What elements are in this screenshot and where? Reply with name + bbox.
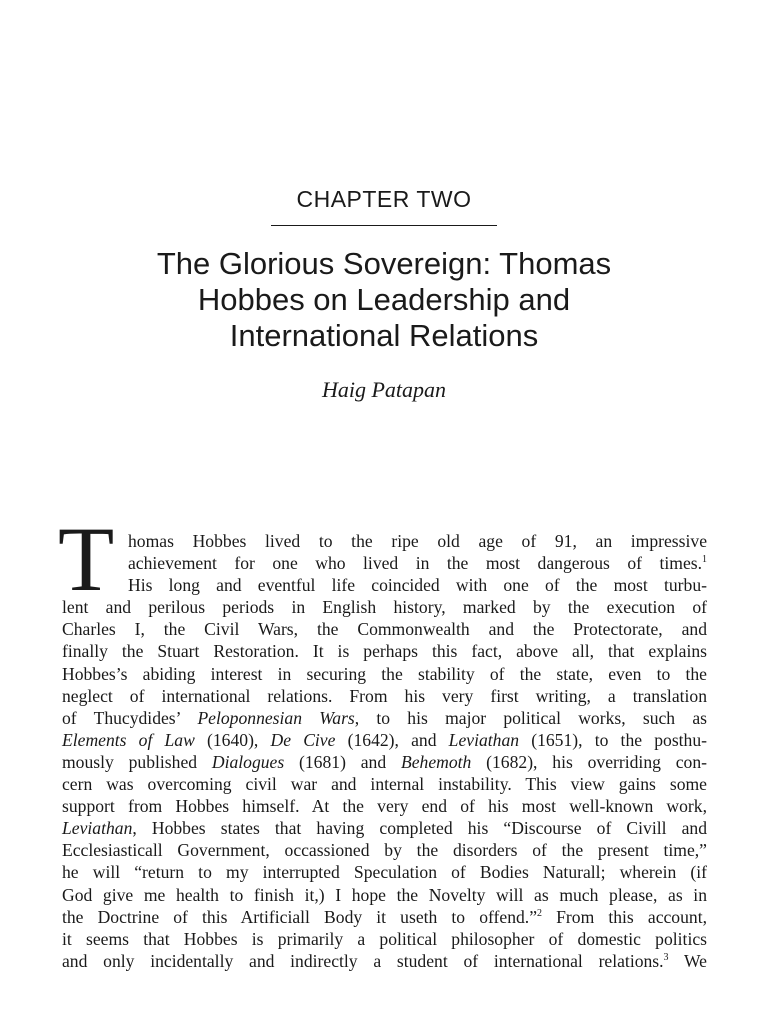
footnote-marker: 1 [702, 554, 707, 566]
body-line [62, 618, 707, 640]
footnote-marker: 3 [663, 951, 669, 963]
text-run: Ecclesiasticall Government, occassioned by the disorders of the present time,” [62, 840, 707, 861]
body-line [62, 663, 707, 685]
text-run: His long and eventful life coincided with one of the most turbu- [128, 575, 707, 596]
text-run: of Thucydides’ [62, 707, 198, 728]
text-run: finally the Stuart Restoration. It is perhaps this fact, above all, that explains [62, 641, 707, 662]
text-run: From this account, [542, 906, 707, 927]
body-line [128, 574, 707, 596]
text-run: (1642), and [335, 729, 449, 750]
text-run: We [668, 950, 707, 971]
chapter-title-line: Hobbes on Leadership and [197, 282, 571, 317]
body-line [62, 729, 707, 751]
chapter-title-line: International Relations [229, 318, 539, 353]
text-run: (1651), to the posthu- [519, 729, 708, 750]
text-run: (1640), [194, 729, 271, 750]
text-run: the Doctrine of this Artificiall Body it useth to offend.” [62, 906, 538, 927]
author-name: Haig Patapan [321, 377, 447, 402]
body-line [62, 795, 707, 817]
body-line [128, 530, 707, 552]
body-line [62, 839, 707, 861]
chapter-rule [271, 225, 497, 226]
footnote-marker: 2 [537, 907, 543, 919]
text-run: lent and perilous periods in English history, marked by the execution of [62, 597, 707, 618]
text-run: Charles I, the Civil Wars, the Commonwealth and the Protectorate, and [62, 619, 707, 640]
text-run: , Hobbes states that having completed his “Discourse of Civill and [132, 818, 707, 839]
body-line [62, 685, 707, 707]
body-line [62, 950, 707, 972]
chapter-label: CHAPTER TWO [296, 186, 472, 212]
chapter-title [90, 246, 678, 354]
body-line [62, 906, 707, 928]
text-run: (1681) and [284, 751, 401, 772]
italic-title: Dialogues [211, 751, 285, 772]
body-line [128, 552, 707, 574]
body-paragraph [62, 530, 707, 972]
italic-title: Peloponnesian Wars [197, 707, 355, 728]
body-line [62, 640, 707, 662]
italic-title: Leviathan [62, 818, 133, 839]
text-run: homas Hobbes lived to the ripe old age of 91, an impressive [128, 531, 707, 551]
text-run: mously published [62, 751, 212, 772]
text-run: God give me health to finish it,) I hope the Novelty will as much please, as in [62, 884, 707, 905]
text-run: Hobbes’s abiding interest in securing the stability of the state, even to the [62, 663, 707, 684]
body-line [62, 751, 707, 773]
body-line [62, 707, 707, 729]
body-line [62, 928, 707, 950]
body-line [62, 861, 707, 883]
italic-title: Elements of Law [62, 729, 195, 750]
italic-title: Leviathan [448, 729, 520, 750]
text-run: neglect of international relations. From his very first writing, a translation [62, 685, 707, 706]
text-run: it seems that Hobbes is primarily a political philosopher of domestic politics [62, 928, 707, 949]
text-run: , to his major political works, such as [354, 707, 707, 728]
text-run: cern was overcoming civil war and internal instability. This view gains some [62, 774, 707, 795]
text-run: support from Hobbes himself. At the very end of his most well-known work, [62, 796, 707, 817]
text-run: he will “return to my interrupted Speculation of Bodies Naturall; wherein (if [62, 862, 707, 883]
italic-title: De Cive [270, 729, 336, 750]
body-line [62, 884, 707, 906]
drop-cap: T [58, 508, 115, 610]
text-run: achievement for one who lived in the most dangerous of times. [128, 553, 702, 574]
body-line [62, 773, 707, 795]
body-line [62, 596, 707, 618]
chapter-title-line: The Glorious Sovereign: Thomas [156, 246, 612, 281]
text-run: and only incidentally and indirectly a student of international relations. [62, 950, 664, 971]
text-run: (1682), his overriding con- [471, 751, 707, 772]
italic-title: Behemoth [400, 751, 472, 772]
body-line [62, 817, 707, 839]
